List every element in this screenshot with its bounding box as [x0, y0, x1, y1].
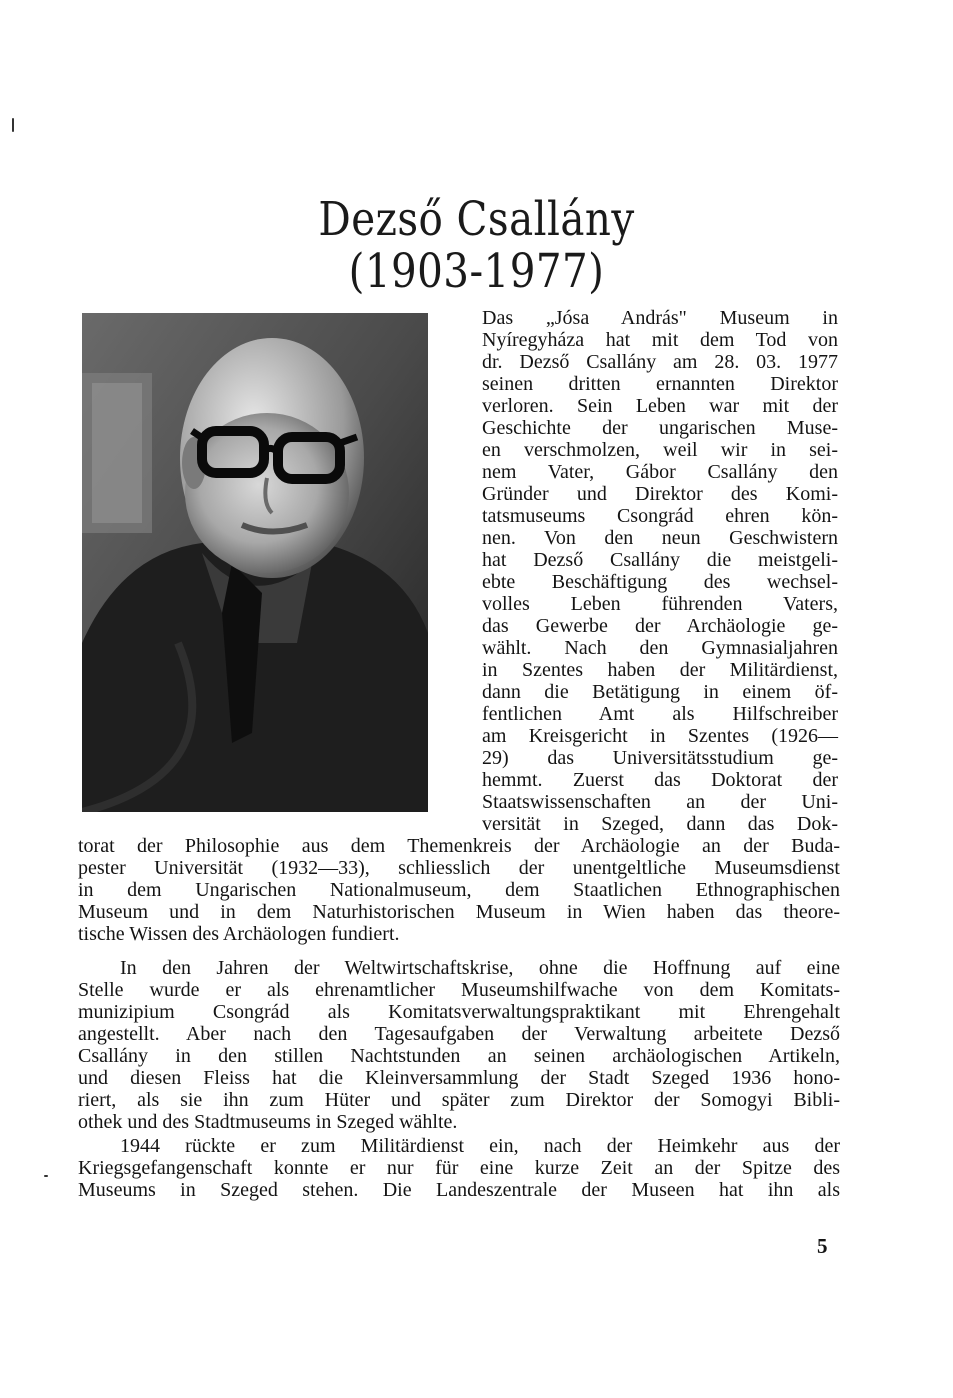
text-line: torat der Philosophie aus dem Themenkreis der Archäologie an der Buda- [78, 835, 840, 857]
text-line: Kriegsgefangenschaft konnte er nur für eine kurze Zeit an der Spitze des [78, 1157, 840, 1179]
text-line: Staatswissenschaften an der Uni- [482, 791, 838, 813]
text-line: tische Wissen des Archäologen fundiert. [78, 923, 400, 945]
text-line: und diesen Fleiss hat die Kleinversammlung der Stadt Szeged 1936 hono- [78, 1067, 840, 1089]
page-number: 5 [817, 1234, 828, 1258]
text-line: am Kreisgericht in Szentes (1926— [482, 725, 838, 747]
portrait-photo [82, 313, 428, 812]
text-line: das Gewerbe der Archäologie ge- [482, 615, 838, 637]
text-line: hemmt. Zuerst das Doktorat der [482, 769, 838, 791]
life-dates: (1903-1977) [348, 244, 605, 299]
text-line: dr. Dezső Csallány am 28. 03. 1977 [482, 351, 838, 373]
text-line: ebte Beschäftigung des wechsel- [482, 571, 838, 593]
text-line: volles Leben führenden Vaters, [482, 593, 838, 615]
text-line: Das „Jósa András" Museum in [482, 307, 838, 329]
text-line: nen. Von den neun Geschwistern [482, 527, 838, 549]
text-line: wählt. Nach den Gymnasialjahren [482, 637, 838, 659]
text-line: pester Universität (1932—33), schliesslich der unentgeltliche Museumsdienst [78, 857, 840, 879]
text-line: hat Dezső Csallány die meistgeli- [482, 549, 838, 571]
text-line: in dem Ungarischen Nationalmuseum, dem Staatlichen Ethnographischen [78, 879, 840, 901]
text-line: riert, als sie ihn zum Hüter und später zum Direktor der Somogyi Bibli- [78, 1089, 840, 1111]
text-line: In den Jahren der Weltwirtschaftskrise, ohne die Hoffnung auf eine [120, 957, 840, 979]
text-line: Museum und in dem Naturhistorischen Museum in Wien haben das theore- [78, 901, 840, 923]
text-line: Stelle wurde er als ehrenamtlicher Museumshilfwache von dem Komitats- [78, 979, 840, 1001]
text-line: tatsmuseums Csongrád ehren kön- [482, 505, 838, 527]
scan-mark [44, 1175, 48, 1177]
text-line: 29) das Universitätsstudium ge- [482, 747, 838, 769]
text-line: Nyíregyháza hat mit dem Tod von [482, 329, 838, 351]
text-line: angestellt. Aber nach den Tagesaufgaben der Verwaltung arbeitete Dezső [78, 1023, 840, 1045]
text-line: seinen dritten ernannten Direktor [482, 373, 838, 395]
text-line: munizipium Csongrád als Komitatsverwaltungspraktikant mit Ehrengehalt [78, 1001, 840, 1023]
text-line: versität in Szeged, dann das Dok- [482, 813, 838, 835]
text-line: Museums in Szeged stehen. Die Landeszentrale der Museen hat ihn als [78, 1179, 840, 1201]
portrait-photo-icon [82, 313, 428, 812]
text-line: verloren. Sein Leben war mit der [482, 395, 838, 417]
text-line: fentlichen Amt als Hilfschreiber [482, 703, 838, 725]
text-line: Geschichte der ungarischen Muse- [482, 417, 838, 439]
text-line: dann die Betätigung in einem öf- [482, 681, 838, 703]
text-line: othek und des Stadtmuseums in Szeged wählte. [78, 1111, 458, 1133]
text-line: in Szentes haben der Militärdienst, [482, 659, 838, 681]
text-line: en verschmolzen, weil wir in sei- [482, 439, 838, 461]
page-title: Dezső Csallány [318, 192, 635, 247]
text-line: Csallány in den stillen Nachtstunden an seinen archäologischen Artikeln, [78, 1045, 840, 1067]
text-line: nem Vater, Gábor Csallány den [482, 461, 838, 483]
text-line: Gründer und Direktor des Komi- [482, 483, 838, 505]
text-line: 1944 rückte er zum Militärdienst ein, nach der Heimkehr aus der [120, 1135, 840, 1157]
scan-mark [12, 118, 14, 132]
